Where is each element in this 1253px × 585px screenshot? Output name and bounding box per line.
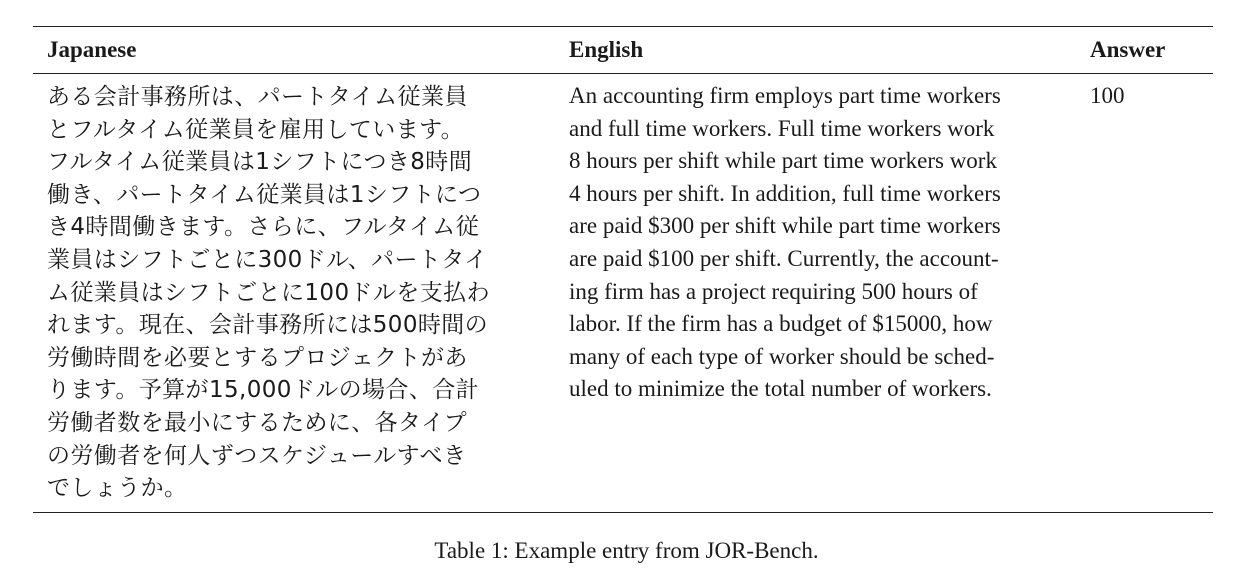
cell-english (569, 80, 1061, 406)
japanese-line: フルタイム従業員は1シフトにつき8時間 (47, 149, 473, 176)
japanese-line: き4時間働きます。さらに、フルタイム従 (47, 214, 480, 241)
english-line: many of each type of worker should be sched- (569, 343, 995, 369)
english-line: labor. If the firm has a budget of $15000, how (569, 311, 993, 337)
japanese-line: とフルタイム従業員を雇用しています。 (47, 116, 465, 143)
english-line: ing firm has a project requiring 500 hours of (569, 278, 978, 304)
example-table (33, 26, 1213, 513)
table-caption: Table 1: Example entry from JOR-Bench. (434, 538, 819, 563)
english-line: An accounting firm employs part time workers (569, 83, 1001, 108)
english-line: are paid $300 per shift while part time workers (569, 213, 1001, 239)
japanese-line: 働き、パートタイム従業員は1シフトにつ (47, 181, 482, 208)
japanese-line: 業員はシフトごとに300ドル、パートタイ (47, 246, 488, 273)
header-english: English (569, 37, 644, 62)
japanese-line: でしょうか。 (47, 475, 188, 502)
japanese-line: の労働者を何人ずつスケジュールすべき (47, 442, 467, 469)
japanese-line: ります。予算が15,000ドルの場合、合計 (47, 377, 480, 404)
table-row (33, 74, 1213, 512)
table-header-row (33, 27, 1213, 73)
japanese-line: 労働時間を必要とするプロジェクトがあ (47, 344, 468, 371)
japanese-line: ある会計事務所は、パートタイム従業員 (47, 84, 468, 110)
english-line: and full time workers. Full time workers work (569, 115, 995, 141)
japanese-line: ム従業員はシフトごとに100ドルを支払わ (47, 279, 490, 306)
english-line: uled to minimize the total number of workers. (569, 376, 992, 402)
header-japanese: Japanese (47, 37, 137, 62)
cell-japanese (47, 81, 541, 505)
japanese-line: れます。現在、会計事務所には500時間の (47, 312, 489, 339)
english-line: 4 hours per shift. In addition, full time workers (569, 180, 1001, 206)
english-line: are paid $100 per shift. Currently, the account- (569, 245, 999, 271)
table-bottom-rule (33, 512, 1213, 513)
japanese-line: 労働者数を最小にするために、各タイプ (47, 409, 468, 436)
english-line: 8 hours per shift while part time workers work (569, 148, 997, 174)
header-answer: Answer (1090, 37, 1166, 62)
cell-answer: 100 (1090, 83, 1125, 108)
